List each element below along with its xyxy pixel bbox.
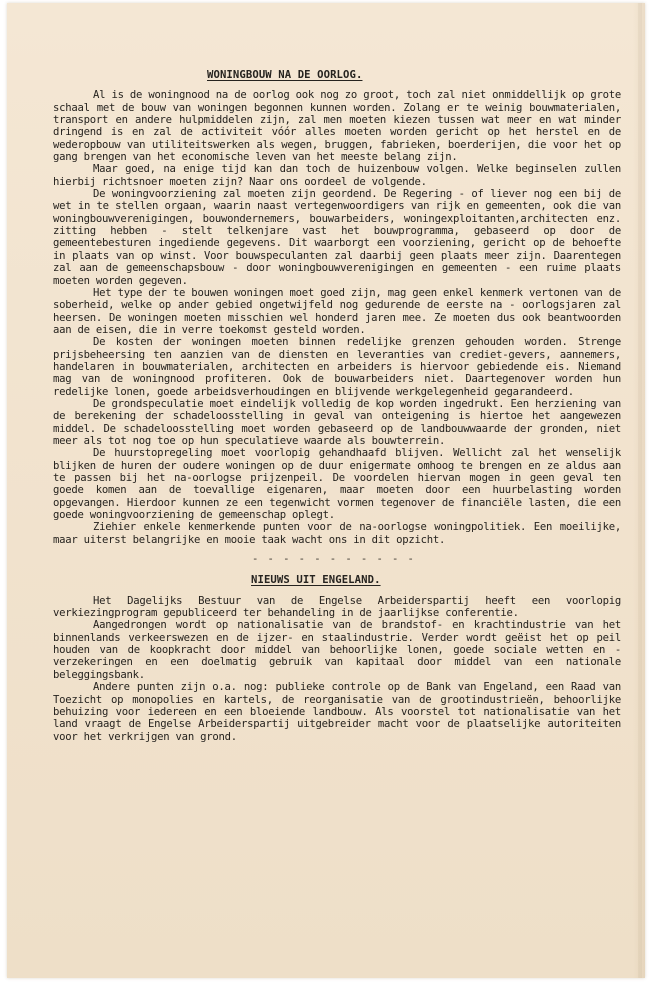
document-body xyxy=(53,69,621,743)
paragraph: Het Dagelijks Bestuur van de Engelse Arbeiderspartij heeft een voorlopig verkiezingprogram gepubliceerd ter behandeling in de jaarlijkse conferentie. xyxy=(53,594,621,620)
paragraph: Al is de woningnood na de oorlog ook nog zo groot, toch zal niet onmiddellijk op grote schaal met de bouw van woningen begonnen kunnen worden. Zolang er te weinig bouwmaterialen, transport en andere hulpmiddelen zijn, zal men moeten kiezen tussen wat meer en wat minder dringend is en zal de activiteit vóór alles moeten worden gericht op het herstel en de wederopbouw van utiliteitswerken als wegen, bruggen, fabrieken, boerderijen, die voor het op gang brengen van het economische leven van het meeste belang zijn. xyxy=(53,89,621,164)
paragraph: De kosten der woningen moeten binnen redelijke grenzen gehouden worden. Strenge prijsbeheersing ten aanzien van de diensten en leveranties van crediet-gevers, aannemers, handelaren in bouwmaterialen, architecten en arbeiders is hiervoor gebiedende eis. Niemand mag van de woningnood profiteren. Ook de bouwarbeiders niet. Daartegenover worden hun redelijke lonen, goede arbeidsverhoudingen en blijvende werkgelegenheid gegarandeerd. xyxy=(53,336,621,398)
document-page xyxy=(7,3,645,978)
paragraph: Aangedrongen wordt op nationalisatie van de brandstof- en krachtindustrie van het binnenlands verkeerswezen en de ijzer- en staalindustrie. Verder wordt geëist het op peil houden van de koopkracht door middel van behoorlijke lonen, goede sociale wetten en - verzekeringen en een doelmatig gebruik van kapitaal door middel van een nationale beleggingsbank. xyxy=(53,619,621,681)
paragraph: De huurstopregeling moet voorlopig gehandhaafd blijven. Wellicht zal het wenselijk blijken de huren der oudere woningen op de duur enigermate omhoog te brengen en ze aldus aan te passen bij het na-oorlogse prijzenpeil. De voordelen hiervan mogen in geen geval ten goede komen aan de toevallige eigenaren, maar moeten door een huurbelasting worden opgevangen. Hierdoor kunnen ze een tegenwicht vormen tegenover de financiële lasten, die een goede woningvoorziening de gemeenschap oplegt. xyxy=(53,447,621,522)
paragraph: Andere punten zijn o.a. nog: publieke controle op de Bank van Engeland, een Raad van Toezicht op monopolies en kartels, de reorganisatie van de grootindustrieën, behoorlijke behuizing voor iedereen en een bloeiende landbouw. Als voorstel tot nationalisatie van het land vraagt de Engelse Arbeiderspartij uitgebreider macht voor de plaatselijke autoriteiten voor het verkrijgen van grond. xyxy=(53,681,621,743)
paragraph: Maar goed, na enige tijd kan dan toch de huizenbouw volgen. Welke beginselen zullen hierbij richtsnoer moeten zijn? Naar ons oordeel de volgende. xyxy=(53,163,621,188)
section-separator: - - - - - - - - - - - xyxy=(252,553,416,566)
paragraph: Ziehier enkele kenmerkende punten voor de na-oorlogse woningpolitiek. Een moeilijke, maar uiterst belangrijke en mooie taak wacht ons in dit opzicht. xyxy=(53,521,621,546)
article-title-woningbouw: WONINGBOUW NA DE OORLOG. xyxy=(207,69,363,81)
paragraph: De grondspeculatie moet eindelijk volledig de kop worden ingedrukt. Een herziening van de berekening der schadeloosstelling in geval van onteigening is hiertoe het aangewezen middel. De schadeloosstelling moet worden gebaseerd op de landbouwwaarde der gronden, niet meer als tot nog toe op hun speculatieve waarde als bouwterrein. xyxy=(53,397,621,447)
page-edge-shadow xyxy=(638,3,642,978)
paragraph: Het type der te bouwen woningen moet goed zijn, mag geen enkel kenmerk vertonen van de soberheid, welke op ander gebied ongetwijfeld nog gedurende de eerste na - oorlogsjaren zal heersen. De woningen moeten misschien wel honderd jaren mee. Ze moeten dus ook beantwoorden aan de eisen, die in verre toekomst gesteld worden. xyxy=(53,286,621,336)
paragraph: De woningvoorziening zal moeten zijn geordend. De Regering - of liever nog een bij de wet in te stellen orgaan, waarin naast vertegenwoordigers van rijk en gemeenten, ook die van woningbouwverenigingen, bouwondernemers, bouwarbeiders, woningexploitanten,architecten enz. zitting hebben - stelt telkenjare vast het bouwprogramma, gebaseerd op door de gemeentebesturen ingediende gegevens. Dit waarborgt een voorziening, gericht op de behoefte in plaats van op winst. Voor bouwspeculanten zal daarbij geen plaats meer zijn. Daarentegen zal aan de gemeenschapsbouw - door woningbouwverenigingen en gemeenten - een ruime plaats moeten worden gegeven. xyxy=(53,188,621,287)
article-title-engeland: NIEUWS UIT ENGELAND. xyxy=(251,574,381,587)
